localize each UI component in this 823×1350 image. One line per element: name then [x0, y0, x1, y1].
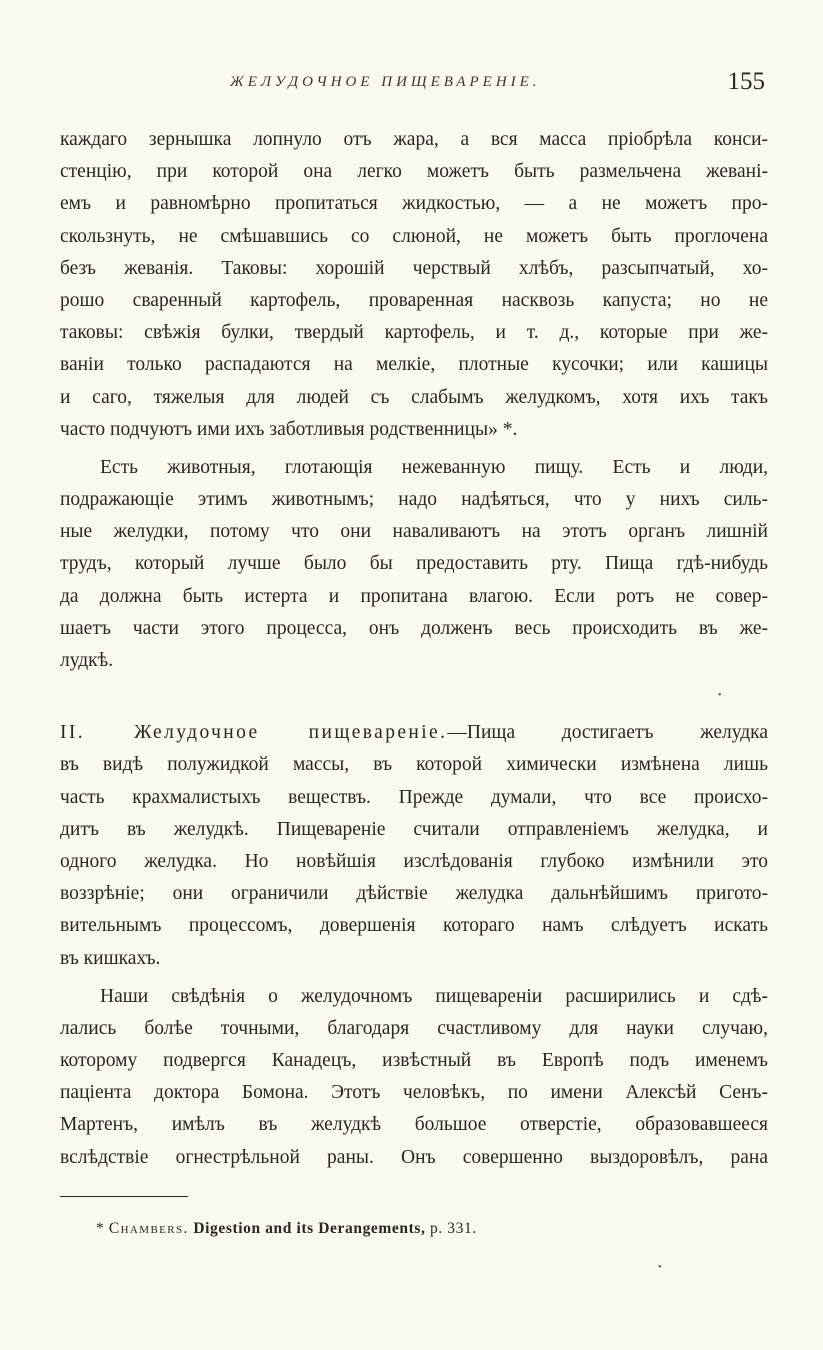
text-line: рошо сваренный картофель, проваренная насквозь капуста; но не [60, 289, 768, 311]
text-line: лудкѣ. [60, 650, 114, 671]
text-line: шаетъ части этого процесса, онъ долженъ весь происходить въ же- [60, 617, 768, 639]
page-header [60, 68, 765, 102]
paragraph-1 [60, 124, 768, 446]
section-2 [60, 717, 768, 975]
text-line: и саго, тяжелыя для людей съ слабымъ желудкомъ, хотя ихъ такъ [60, 386, 768, 408]
text-line: пацiента доктора Бомона. Этотъ человѣкъ, по имени Алексѣй Сенъ- [60, 1082, 768, 1104]
footnote-title: Digestion and its Derangements, [193, 1220, 426, 1237]
print-speck: • [658, 1262, 662, 1273]
text-line: таковы: свѣжiя булки, твердый картофель, и т. д., которые при же- [60, 322, 768, 344]
text-line: въ кишкахъ. [60, 947, 161, 969]
text-line [60, 717, 768, 749]
running-head: ЖЕЛУДОЧНОЕ ПИЩЕВАРЕНIЕ. [230, 74, 541, 90]
footnote-page: p. 331. [429, 1220, 477, 1237]
footnote-marker: * [96, 1220, 105, 1237]
text-line: которому подвергся Канадецъ, извѣстный въ Европѣ подъ именемъ [60, 1050, 768, 1072]
text-line: да должна быть истерта и пропитана влагою. Если ротъ не совер- [60, 585, 768, 607]
text-line: Есть животныя, глотающiя нежеванную пищу. Есть и люди, [100, 456, 768, 478]
text-line: ные желудки, потому что они наваливаютъ на этотъ органъ лишнiй [60, 521, 768, 543]
text-line: лались болѣе точными, благодаря счастливому для науки случаю, [60, 1017, 768, 1039]
text-line: вительнымъ процессомъ, довершенiя котораго намъ слѣдуетъ искать [60, 915, 768, 937]
print-speck: • [718, 690, 722, 701]
text-line: скользнуть, не смѣшавшись со слюной, не можетъ быть проглочена [60, 225, 768, 247]
text-line: безъ жеванiя. Таковы: хорошiй черствый хлѣбъ, разсыпчатый, хо- [60, 257, 768, 279]
text-line: Мартенъ, имѣлъ въ желудкѣ большое отверстiе, образовавшееся [60, 1114, 768, 1136]
paragraph-2 [60, 452, 768, 677]
text-line: емъ и равномѣрно пропитаться жидкостью, — а не можетъ про- [60, 193, 768, 215]
text-line: Наши свѣдѣнiя о желудочномъ пищеваренiи расширились и сдѣ- [100, 985, 768, 1007]
text-line: одного желудка. Но новѣйшiя изслѣдованiя глубоко измѣнили это [60, 850, 768, 872]
text-line: воззрѣнiе; они ограничили дѣйствiе желудка дальнѣйшимъ пригото- [60, 883, 768, 905]
text-line: подражающiе этимъ животнымъ; надо надѣяться, что у нихъ силь- [60, 489, 768, 511]
text-line: часто подчуютъ ими ихъ заботливыя родственницы» *. [60, 418, 518, 440]
text-line: трудъ, который лучше было бы предоставить рту. Пища гдѣ-нибудь [60, 553, 768, 575]
text-line: вслѣдствiе огнестрѣльной раны. Онъ совершенно выздоровѣлъ, рана [60, 1146, 768, 1168]
footnote-divider [60, 1196, 188, 1197]
section-heading: II. Желудочное пищеваренiе. [60, 722, 448, 744]
text-line: дитъ въ желудкѣ. Пищеваренiе считали отправленiемъ желудка, и [60, 818, 768, 840]
text-line: часть крахмалистыхъ веществъ. Прежде думали, что все происхо- [60, 786, 768, 808]
footnote-author: Chambers. [108, 1220, 189, 1237]
body-text [60, 124, 768, 1174]
text-line: въ видѣ полужидкой массы, въ которой химически измѣнена лишь [60, 754, 768, 776]
footnote [96, 1220, 477, 1238]
paragraph-4 [60, 981, 768, 1174]
text-line: стенцiю, при которой она легко можетъ быть размельчена жеванi- [60, 161, 768, 183]
text-line: ванiи только распадаются на мелкiе, плотные кусочки; или кашицы [60, 354, 768, 376]
page-number: 155 [727, 68, 765, 95]
text-line: каждаго зернышка лопнуло отъ жара, а вся масса прiобрѣла конси- [60, 129, 768, 150]
section-heading-continuation: —Пища достигаетъ желудка [447, 722, 768, 744]
